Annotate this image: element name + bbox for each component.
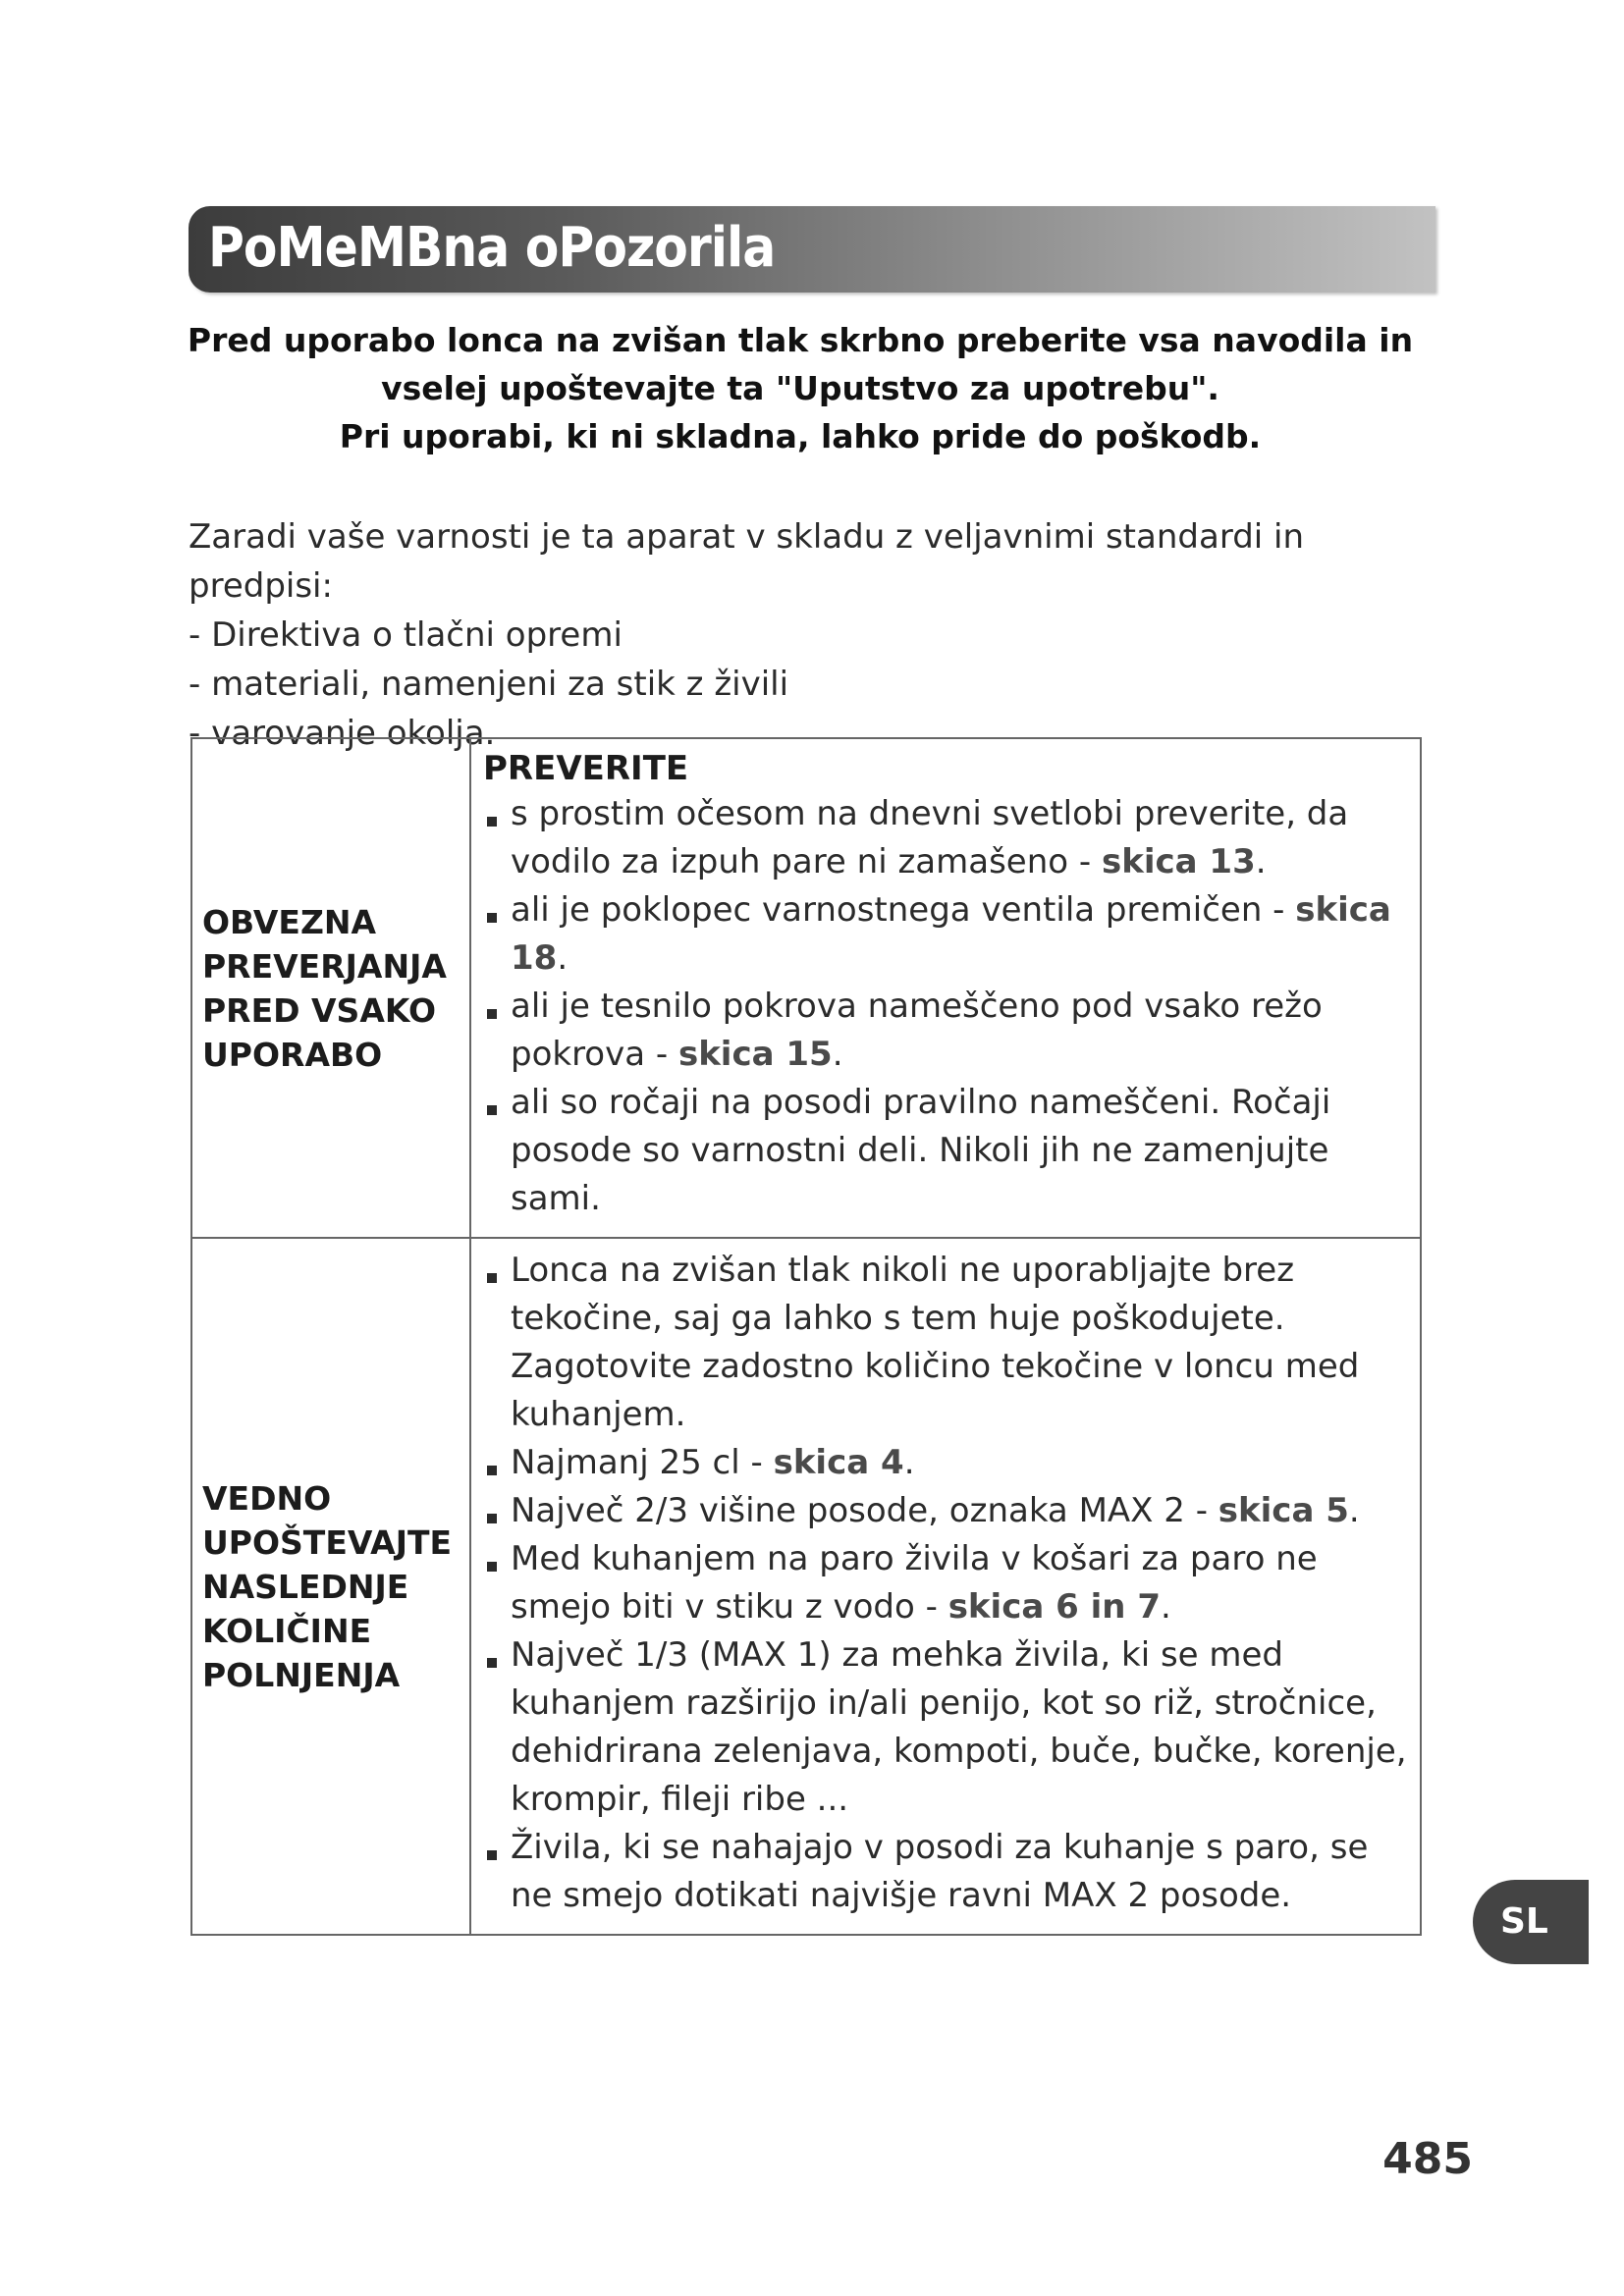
- intro-line: - materiali, namenjeni za stik z živili: [189, 665, 789, 704]
- list-item: Živila, ki se nahajajo v posodi za kuhanje s paro, se ne smejo dotikati najvišje ravni MAX 2 posode.: [483, 1824, 1410, 1920]
- list-item: ali je poklopec varnostnega ventila premičen - skica 18.: [483, 886, 1410, 983]
- row-heading-line: NASLEDNJE: [202, 1567, 409, 1606]
- check-title: PREVERITE: [483, 749, 689, 788]
- page-number: 485: [1382, 2134, 1473, 2184]
- intro-line: - Direktiva o tlačni opremi: [189, 615, 623, 655]
- figure-reference: skica 6 in 7: [947, 1587, 1161, 1627]
- list-item: s prostim očesom na dnevni svetlobi preverite, da vodilo za izpuh pare ni zamašeno - skica 13.: [483, 790, 1410, 886]
- list-item: Največ 1/3 (MAX 1) za mehka živila, ki se med kuhanjem razširijo in/ali penijo, kot so riž, stročnice, dehidrirana zelenjava, kompoti, buče, bučke, korenje, krompir, fileji ribe ...: [483, 1631, 1410, 1824]
- intro-line: - varovanje okolja.: [189, 714, 496, 753]
- bullet-list: [483, 1247, 1410, 1920]
- warning-line: vselej upoštevajte ta "Uputstvo za upotrebu".: [381, 369, 1219, 407]
- row-content: [470, 1238, 1421, 1935]
- list-item: Med kuhanjem na paro živila v košari za paro ne smejo biti v stiku z vodo - skica 6 in 7.: [483, 1535, 1410, 1631]
- intro-line: Zaradi vaše varnosti je ta aparat v skladu z veljavnimi standardi in predpisi:: [189, 517, 1305, 606]
- list-item: Najmanj 25 cl - skica 4.: [483, 1439, 1410, 1487]
- row-heading-line: KOLIČINE: [202, 1611, 372, 1650]
- language-tab: SL: [1473, 1880, 1589, 1964]
- row-heading: [191, 1238, 470, 1935]
- table-row: [191, 738, 1421, 1238]
- row-heading-line: UPORABO: [202, 1035, 383, 1074]
- row-heading-line: PRED VSAKO: [202, 990, 437, 1030]
- warning-block: [167, 316, 1434, 460]
- row-heading-line: PREVERJANJA: [202, 946, 447, 986]
- figure-reference: skica 13: [1101, 842, 1256, 881]
- section-title-bar: [189, 206, 1435, 293]
- rules-table: [190, 737, 1422, 1936]
- list-item: ali je tesnilo pokrova nameščeno pod vsako režo pokrova - skica 15.: [483, 983, 1410, 1079]
- row-heading-line: UPOŠTEVAJTE: [202, 1522, 453, 1562]
- intro-block: [189, 512, 1455, 758]
- row-heading: [191, 738, 470, 1238]
- table-row: [191, 1238, 1421, 1935]
- row-heading-line: POLNJENJA: [202, 1655, 401, 1694]
- section-title: PoMeMBna oPozorila: [208, 216, 776, 280]
- figure-reference: skica 5: [1218, 1491, 1349, 1530]
- warning-line: Pred uporabo lonca na zvišan tlak skrbno preberite vsa navodila in: [187, 321, 1414, 359]
- row-heading-line: OBVEZNA: [202, 902, 377, 941]
- list-item: Lonca na zvišan tlak nikoli ne uporabljajte brez tekočine, saj ga lahko s tem huje poškodujete. Zagotovite zadostno količino tekočine v loncu med kuhanjem.: [483, 1247, 1410, 1439]
- list-item: ali so ročaji na posodi pravilno nameščeni. Ročaji posode so varnostni deli. Nikoli jih ne zamenjujte sami.: [483, 1079, 1410, 1223]
- row-content: [470, 738, 1421, 1238]
- list-item: Največ 2/3 višine posode, oznaka MAX 2 - skica 5.: [483, 1487, 1410, 1535]
- warning-line: Pri uporabi, ki ni skladna, lahko pride do poškodb.: [339, 417, 1262, 455]
- figure-reference: skica 4: [773, 1443, 904, 1482]
- figure-reference: skica 15: [677, 1035, 833, 1074]
- figure-reference: skica 18: [511, 890, 1391, 978]
- bullet-list: [483, 790, 1410, 1223]
- row-heading-line: VEDNO: [202, 1478, 332, 1518]
